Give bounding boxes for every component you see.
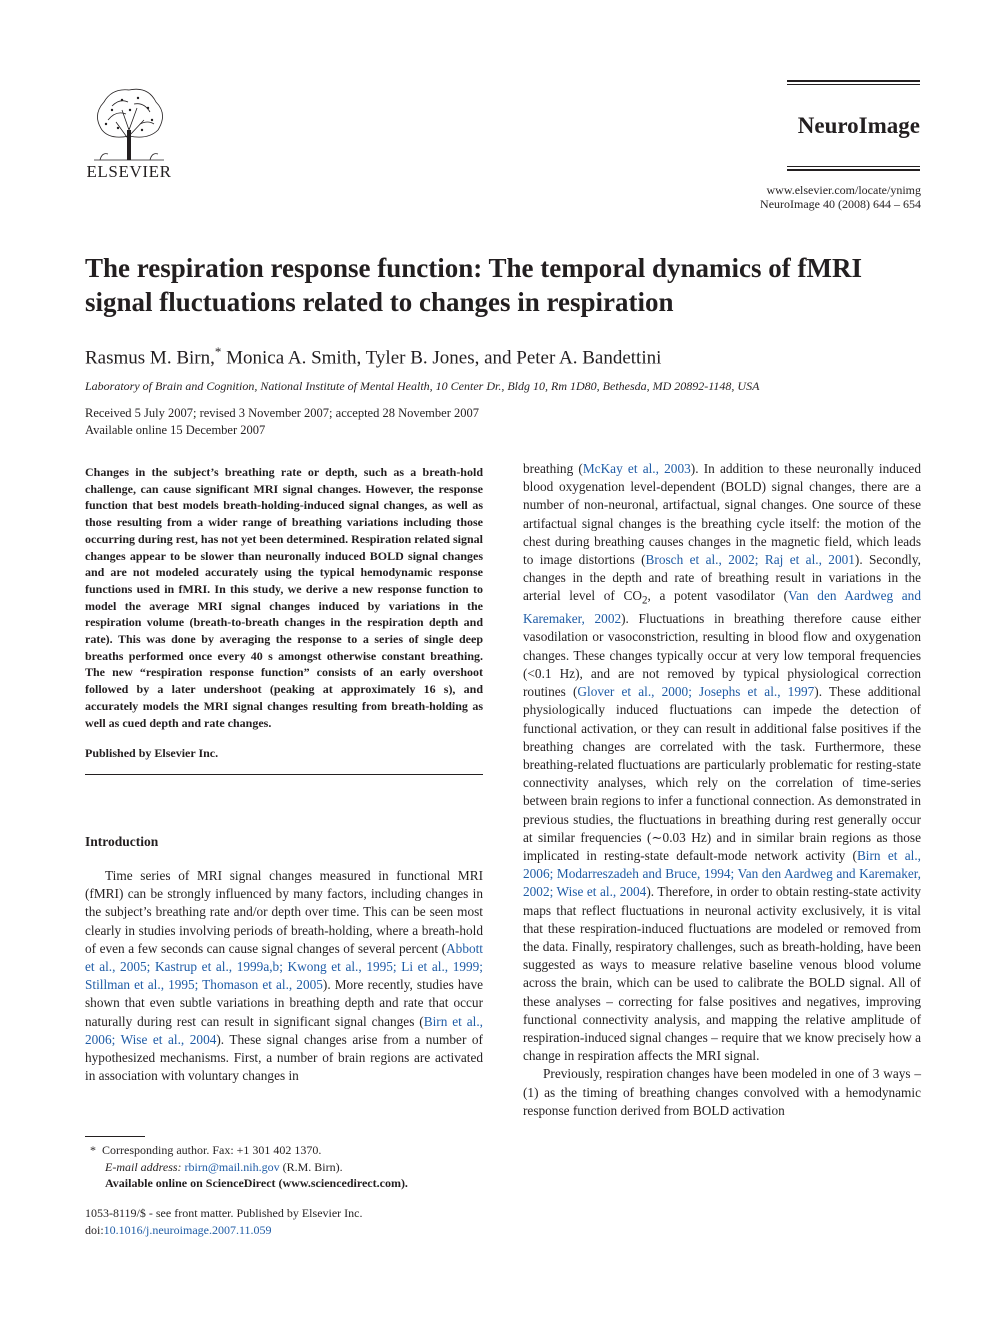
email-link[interactable]: rbirn@mail.nih.gov [184, 1160, 280, 1174]
subscript: 2 [641, 595, 648, 608]
abstract-text: Changes in the subject’s breathing rate or depth, such as a breath-hold challenge, can cause significant MRI signal changes. However, the response function that best models breath-holding-induced signal changes, as well as those resulting from a wider range of breathing variations including those occurring during rest, has not yet been determined. Respiration related signal changes appear to be slower than neuronally induced BOLD signal changes and are not modeled accurately using the typical hemodynamic response functions used in fMRI. In this study, we derive a new response function to model the average MRI signal changes induced by variations in the respiration volume (breath-to-breath changes in the respiration depth and rate). This was done by averaging the response to a series of single deep breaths performed once every 40 s amongst otherwise constant breathing. The new “respiration response function” consists of an early overshoot followed by a later undershoot (peaking at approximately 16 s), and accurately models the MRI signal changes resulting from breath-holding as well as cued depth and rate changes. [85, 465, 483, 730]
footnote-corresponding-author [90, 1142, 490, 1158]
author-first: Rasmus M. Birn, [85, 347, 215, 369]
citation-link[interactable]: Birn et al., 2006; Wise et al., 2004 [85, 1013, 483, 1047]
text-run: ). These signal changes arise from a number of hypothesized mechanisms. First, a number of brain regions are activated in association with voluntary changes in [85, 1031, 483, 1084]
journal-rule [787, 169, 920, 171]
body-column-left [85, 867, 483, 1085]
email-suffix: (R.M. Birn). [282, 1160, 343, 1174]
journal-url[interactable]: www.elsevier.com/locate/ynimg [766, 183, 921, 197]
journal-rule [787, 80, 920, 82]
paragraph [85, 867, 483, 1085]
section-heading-introduction: Introduction [85, 834, 159, 849]
received-dates: Received 5 July 2007; revised 3 November 2007; accepted 28 November 2007 [85, 406, 479, 420]
journal-citation: NeuroImage 40 (2008) 644 – 654 [760, 197, 921, 211]
text-run: ). Secondly, changes in the depth and rate of breathing result in variations in the arterial level of CO [523, 552, 921, 604]
journal-name: NeuroImage [797, 113, 920, 138]
article-dates [85, 405, 685, 439]
citation-link[interactable]: Glover et al., 2000; Josephs et al., 1997 [577, 684, 815, 700]
footnote-sciencedirect: Available online on ScienceDirect (www.sciencedirect.com). [105, 1176, 408, 1190]
author-list [85, 339, 925, 371]
abstract-publisher-note: Published by Elsevier Inc. [85, 746, 219, 760]
text-run: ). Fluctuations in breathing therefore cause either vasodilation or vasoconstriction, resulting in blood flow and oxygenation changes. These changes typically occur at very low temporal frequencies (<0.1 Hz), and are not removed by typical physiological correction routines ( [523, 611, 921, 700]
text-run: , a potent vasodilator ( [647, 588, 788, 604]
author-rest: Monica A. Smith, Tyler B. Jones, and Peter A. Bandettini [221, 347, 662, 369]
text-run: ). In addition to these neuronally induced blood oxygenation level-dependent (BOLD) signal changes, there are a number of non-neuronal, artifactual, signal changes. One source of these artifactual signal changes is the breathing cycle itself: the motion of the chest during breathing causes changes in the magnetic field, which leads to image distortions ( [523, 461, 921, 568]
citation-link[interactable]: McKay et al., 2003 [582, 461, 691, 476]
paragraph [523, 460, 921, 1065]
text-run: breathing ( [523, 461, 583, 476]
citation-link[interactable]: Birn et al., 2006; Modarreszadeh and Bruce, 1994; Van den Aardweg and Karemaker, 2002; Wise et al., 2004 [523, 847, 921, 900]
journal-rule [787, 84, 920, 85]
text-run: Time series of MRI signal changes measured in functional MRI (fMRI) can be strongly influenced by many factors, including changes in the subject’s breathing rate and/or depth over time. This can be seen most clearly in studies involving periods of breath-holding, where a breath-hold of even a few seconds can cause signal changes of several percent ( [85, 868, 483, 956]
journal-rule [787, 166, 920, 167]
text-run: ). Therefore, in order to obtain resting-state activity maps that reflect fluctuations in neuronal activity exclusively, it is vital that these respiration-induced fluctuations are modeled or removed from the data. Finally, respiratory challenges, such as breath-holding, have been suggested as ways to measure relative baseline venous blood volume across the brain, which can be used to calibrate the BOLD signal. All of these analyses – correcting for false positives and negatives, improving functional connectivity analysis, and mapping the relative amplitude of respiration-induced signal changes – require that we know precisely how a change in respiration affects the MRI signal. [523, 884, 921, 1064]
elsevier-logo-text: ELSEVIER [86, 162, 172, 181]
citation-link[interactable]: Van den Aardweg and Karemaker, 2002 [523, 588, 921, 627]
footnote-email [105, 1159, 505, 1175]
available-online-date: Available online 15 December 2007 [85, 423, 266, 437]
footnote-rule [85, 1136, 145, 1137]
text-run: ). More recently, studies have shown that even subtle variations in breathing depth and rate that occur naturally during rest can result in significant signal changes ( [85, 977, 483, 1029]
affiliation: Laboratory of Brain and Cognition, National Institute of Mental Health, 10 Center Dr., Bldg 10, Rm 1D80, Bethesda, MD 20892-1148, USA [85, 379, 760, 393]
corresponding-author-mark[interactable]: * [214, 344, 222, 359]
citation-link[interactable]: Brosch et al., 2002; Raj et al., 2001 [645, 552, 855, 568]
email-label: E-mail address: [105, 1160, 182, 1174]
abstract-divider [85, 774, 483, 775]
citation-link[interactable]: Abbott et al., 2005; Kastrup et al., 1999a,b; Kwong et al., 1995; Li et al., 1999; Stillman et al., 1995; Thomason et al., 2005 [85, 940, 483, 993]
article-title: The respiration response function: The temporal dynamics of fMRI signal fluctuations related to changes in respiration [85, 253, 863, 317]
doi-line [85, 1222, 485, 1238]
doi-link[interactable]: 10.1016/j.neuroimage.2007.11.059 [103, 1223, 272, 1237]
footnote-text: Corresponding author. Fax: +1 301 402 1370. [102, 1143, 322, 1157]
doi-label: doi: [85, 1223, 104, 1237]
body-column-right [523, 460, 921, 1120]
issn-line: 1053-8119/$ - see front matter. Published by Elsevier Inc. [85, 1206, 363, 1220]
footnote-mark: * [90, 1143, 96, 1157]
text-run: ). These additional physiologically induced fluctuations can impede the detection of functional activation, or they can result in additional false positives if the breathing changes are correlated with the task. Furthermore, these breathing-related fluctuations are particularly problematic for resting-state connectivity analyses, which rely on the correlation of time-series between brain regions to infer a functional connection. As demonstrated in previous studies, the fluctuations in breathing during rest generally occur at similar frequencies (∼0.03 Hz) and in similar brain regions as those implicated in resting-state default-mode network activity ( [523, 684, 921, 863]
paragraph: Previously, respiration changes have been modeled in one of 3 ways – (1) as the timing of breathing changes convolved with a hemodynamic response function derived from BOLD activation [523, 1066, 921, 1118]
